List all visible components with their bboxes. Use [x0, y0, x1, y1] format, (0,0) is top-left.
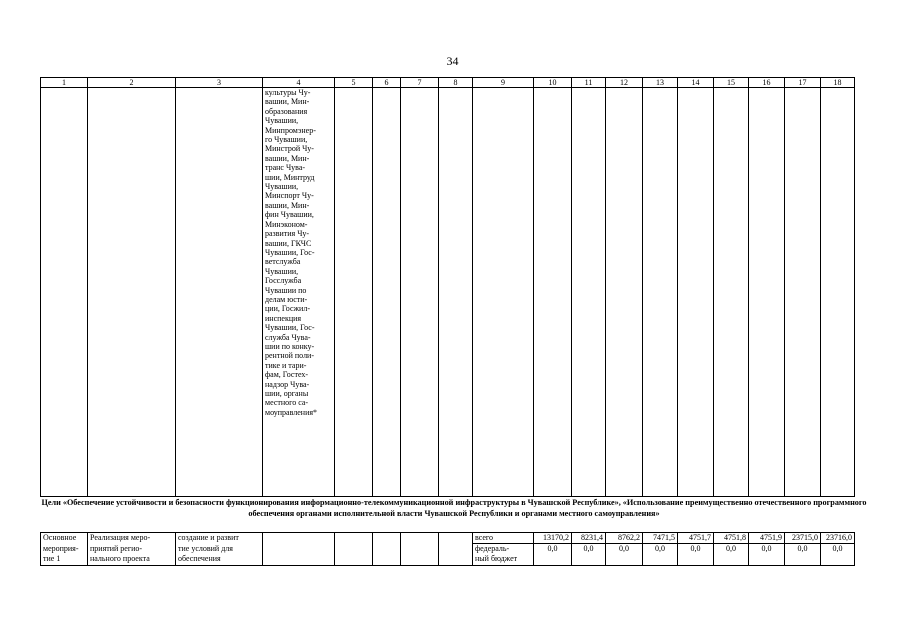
col-number: 5 — [335, 78, 373, 88]
event-name-line: Основное — [41, 533, 88, 544]
value-cell: 4751,7 — [678, 533, 714, 544]
value-cell: 0,0 — [785, 544, 821, 555]
col-number: 14 — [678, 78, 714, 88]
event-description-line: Реализация меро- — [88, 533, 176, 544]
table-row — [41, 544, 855, 555]
event-goal-line: тие условий для — [176, 544, 263, 555]
col-number: 17 — [785, 78, 821, 88]
value-cell: 4751,9 — [749, 533, 785, 544]
value-cell: 4751,8 — [714, 533, 749, 544]
event-description-line: приятий регио- — [88, 544, 176, 555]
event-name-line: тие 1 — [41, 554, 88, 566]
col-number: 1 — [41, 78, 88, 88]
col-number: 10 — [534, 78, 572, 88]
value-cell: 7471,5 — [643, 533, 678, 544]
col-number: 16 — [749, 78, 785, 88]
col-number: 2 — [88, 78, 176, 88]
col-number: 18 — [821, 78, 855, 88]
event-goal-line: создание и развит — [176, 533, 263, 544]
value-cell: 0,0 — [534, 544, 572, 555]
column-number-row — [41, 78, 855, 88]
value-cell: 8762,2 — [606, 533, 643, 544]
value-cell: 0,0 — [714, 544, 749, 555]
col-number: 6 — [373, 78, 401, 88]
value-cell: 13170,2 — [534, 533, 572, 544]
funding-source: всего — [473, 533, 534, 544]
continuation-row — [41, 88, 855, 497]
col-number: 9 — [473, 78, 534, 88]
responsible-executors-cell: культуры Чу- вашии, Мин- образования Чувашии, Минпромэнер- го Чувашии, Минстрой Чу- вашии, Мин- транс Чува- шии, Минтруд Чувашии, Минспорт Чу- вашии, Мин- фин Чувашии, Минэконом- развития Чу- вашии, ГКЧС Чувашии, Гос- ветслужба Чувашии, Госслужба Чувашии по делам юсти- ции, Госжил- инспекция Чувашии, Гос- служба Чува- шии по конку- рентной поли- тике и тари- фам, Гостех- надзор Чува- шии, органы местного са- моуправления* — [263, 88, 335, 497]
funding-source: федераль- — [473, 544, 534, 555]
col-number: 11 — [572, 78, 606, 88]
funding-source: ный бюджет — [473, 554, 534, 566]
value-cell: 0,0 — [572, 544, 606, 555]
value-cell: 0,0 — [643, 544, 678, 555]
page-number: 34 — [446, 54, 459, 68]
value-cell: 0,0 — [606, 544, 643, 555]
value-cell: 23715,0 — [785, 533, 821, 544]
main-event-table — [40, 532, 855, 566]
value-cell: 0,0 — [749, 544, 785, 555]
event-goal-line: обеспечения — [176, 554, 263, 566]
value-cell: 0,0 — [821, 544, 855, 555]
event-name-line: мероприя- — [41, 544, 88, 555]
col-number: 8 — [439, 78, 473, 88]
value-cell: 8231,4 — [572, 533, 606, 544]
col-number: 7 — [401, 78, 439, 88]
continuation-table — [40, 77, 855, 497]
col-number: 3 — [176, 78, 263, 88]
col-number: 15 — [714, 78, 749, 88]
value-cell: 0,0 — [678, 544, 714, 555]
table-row — [41, 554, 855, 566]
col-number: 13 — [643, 78, 678, 88]
col-number: 4 — [263, 78, 335, 88]
table-row — [41, 533, 855, 544]
value-cell: 23716,0 — [821, 533, 855, 544]
goals-heading: Цели «Обеспечение устойчивости и безопасности функционирования информационно-телекоммуникационной инфраструктуры в Чувашской Республике», «Использование преимущественно отечественного программного обеспечения органами исполнительной власти Чувашской Республики и органами местного самоуправления» — [41, 498, 867, 518]
event-description-line: нального проекта — [88, 554, 176, 566]
col-number: 12 — [606, 78, 643, 88]
